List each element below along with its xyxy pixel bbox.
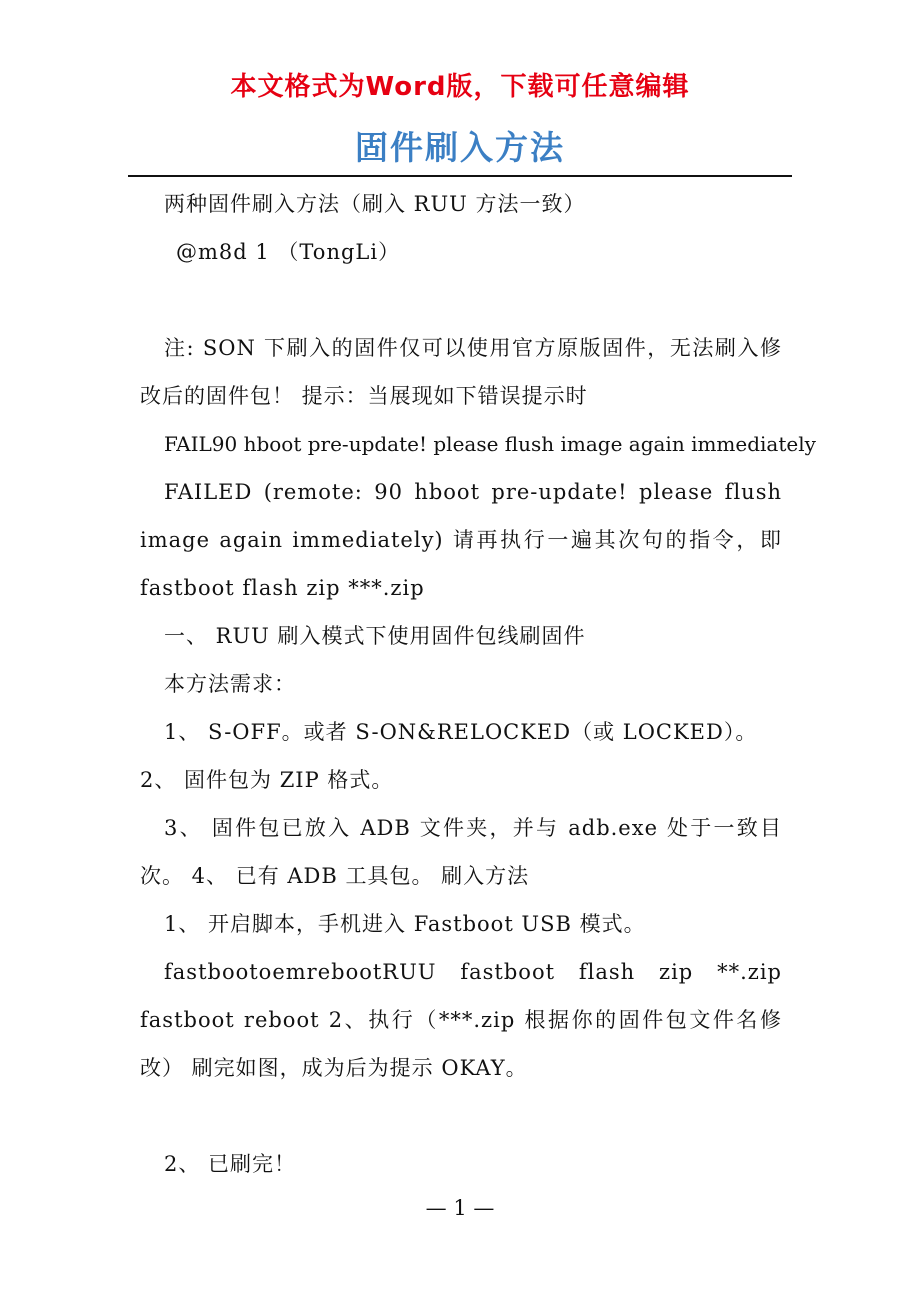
intro-paragraph: 两种固件刷入方法（刷入 RUU 方法一致） <box>164 192 586 216</box>
page-number: — 1 — <box>425 1196 495 1220</box>
blank-line <box>140 276 782 324</box>
note-paragraph: 注: SON 下刷入的固件仅可以使用官方原版固件，无法刷入修改后的固件包！ 提示：当展现如下错误提示时 <box>140 336 782 408</box>
error-message-1: FAIL90 hboot pre-update! please flush image again immediately <box>164 432 816 456</box>
page-title: 固件刷入方法 <box>355 128 565 167</box>
error-message-2: FAILED (remote: 90 hboot pre-update! please flush image again immediately) 请再执行一遍其次句的指令，即 fastboot flash zip ***.zip <box>140 480 782 600</box>
requirement-1: 1、 S-OFF。或者 S-ON&RELOCKED（或 LOCKED）。 <box>164 720 758 744</box>
author-line: @m8d 1 （TongLi） <box>176 240 401 264</box>
step-2: 2、 已刷完！ <box>164 1152 297 1176</box>
requirements-heading: 本方法需求： <box>164 672 296 696</box>
document-body <box>140 180 816 1188</box>
blank-line <box>140 1092 782 1140</box>
format-banner: 本文格式为Word版，下载可任意编辑 <box>230 72 690 102</box>
section-heading-1: 一、 RUU 刷入模式下使用固件包线刷固件 <box>164 624 586 648</box>
commands-paragraph: fastbootoemrebootRUU fastboot flash zip **.zip fastboot reboot 2、执行（***.zip 根据你的固件包文件名修改） 刷完如图，成为后为提示 OKAY。 <box>140 960 782 1080</box>
requirement-3: 3、 固件包已放入 ADB 文件夹，并与 adb.exe 处于一致目次。 4、 已有 ADB 工具包。 刷入方法 <box>140 816 782 888</box>
step-1: 1、 开启脚本，手机进入 Fastboot USB 模式。 <box>164 912 646 936</box>
requirement-2: 2、 固件包为 ZIP 格式。 <box>140 768 394 792</box>
header-divider <box>128 175 792 177</box>
